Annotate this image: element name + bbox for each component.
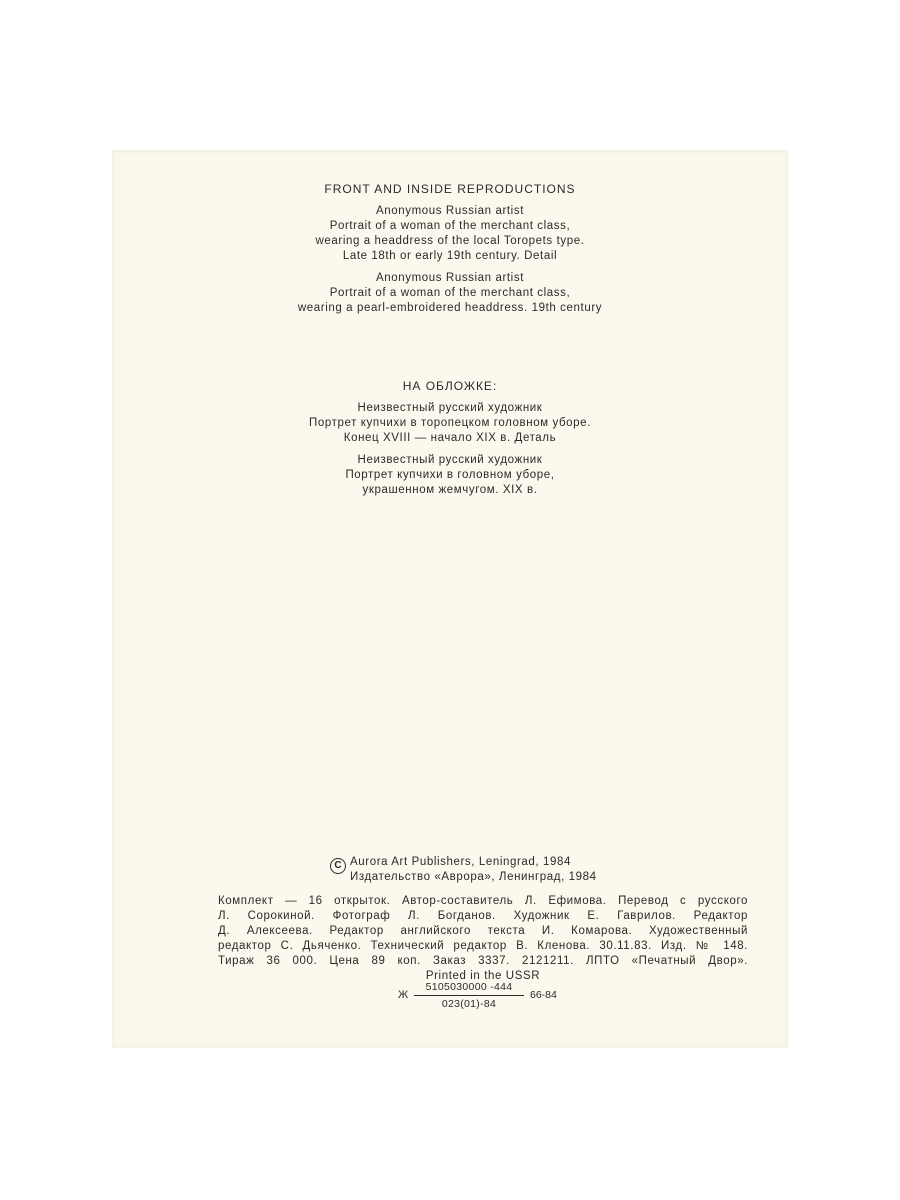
colophon-line: Д. Алексеева. Редактор английского текста И. Комарова. Художественный	[218, 925, 748, 937]
index-numerator: 5105030000 -444	[425, 981, 513, 993]
russian-item1-line: Неизвестный русский художник	[357, 402, 543, 414]
publication-index	[398, 980, 598, 1014]
colophon-line: редактор С. Дьяченко. Технический редактор В. Кленова. 30.11.83. Изд. № 148.	[218, 940, 748, 952]
colophon-line: Тираж 36 000. Цена 89 коп. Заказ 3337. 2121211. ЛПТО «Печатный Двор».	[218, 955, 748, 967]
index-code: 66-84	[530, 989, 557, 1001]
copyright-line-en: Aurora Art Publishers, Leningrad, 1984	[350, 856, 571, 868]
english-section	[112, 182, 788, 316]
english-item1-line: Late 18th or early 19th century. Detail	[342, 250, 558, 262]
english-item1-line: Anonymous Russian artist	[376, 205, 524, 217]
english-item1-line: wearing a headdress of the local Toropets type.	[315, 235, 585, 247]
fraction-bar	[414, 995, 524, 996]
english-item2-line: Portrait of a woman of the merchant class,	[329, 287, 571, 299]
page-sheet	[112, 150, 788, 1048]
index-denominator: 023(01)-84	[441, 998, 497, 1010]
russian-item1-line: Конец XVIII — начало XIX в. Деталь	[343, 432, 557, 444]
english-item2-line: wearing a pearl-embroidered headdress. 19th century	[297, 302, 603, 314]
english-item1-line: Portrait of a woman of the merchant class,	[329, 220, 571, 232]
colophon	[218, 894, 748, 984]
russian-item2-line: Неизвестный русский художник	[357, 454, 543, 466]
english-item2-line: Anonymous Russian artist	[376, 272, 524, 284]
printed-in-ussr: Printed in the USSR	[425, 970, 541, 982]
copyright-icon: C	[330, 858, 346, 874]
copyright-line-ru: Издательство «Аврора», Ленинград, 1984	[350, 871, 597, 883]
russian-item2-line: украшенном жемчугом. XIX в.	[362, 484, 538, 496]
russian-heading: НА ОБЛОЖКЕ:	[402, 379, 498, 393]
index-fraction	[414, 980, 524, 1011]
colophon-line: Комплект — 16 открыток. Автор-составитель Л. Ефимова. Перевод с русского	[218, 895, 748, 907]
index-prefix: Ж	[398, 989, 409, 1001]
english-heading: FRONT AND INSIDE REPRODUCTIONS	[324, 182, 576, 196]
russian-section	[112, 379, 788, 498]
colophon-line: Л. Сорокиной. Фотограф Л. Богданов. Художник Е. Гаврилов. Редактор	[218, 910, 748, 922]
russian-item2-line: Портрет купчихи в головном уборе,	[345, 469, 555, 481]
russian-item1-line: Портрет купчихи в торопецком головном уборе.	[309, 417, 591, 429]
